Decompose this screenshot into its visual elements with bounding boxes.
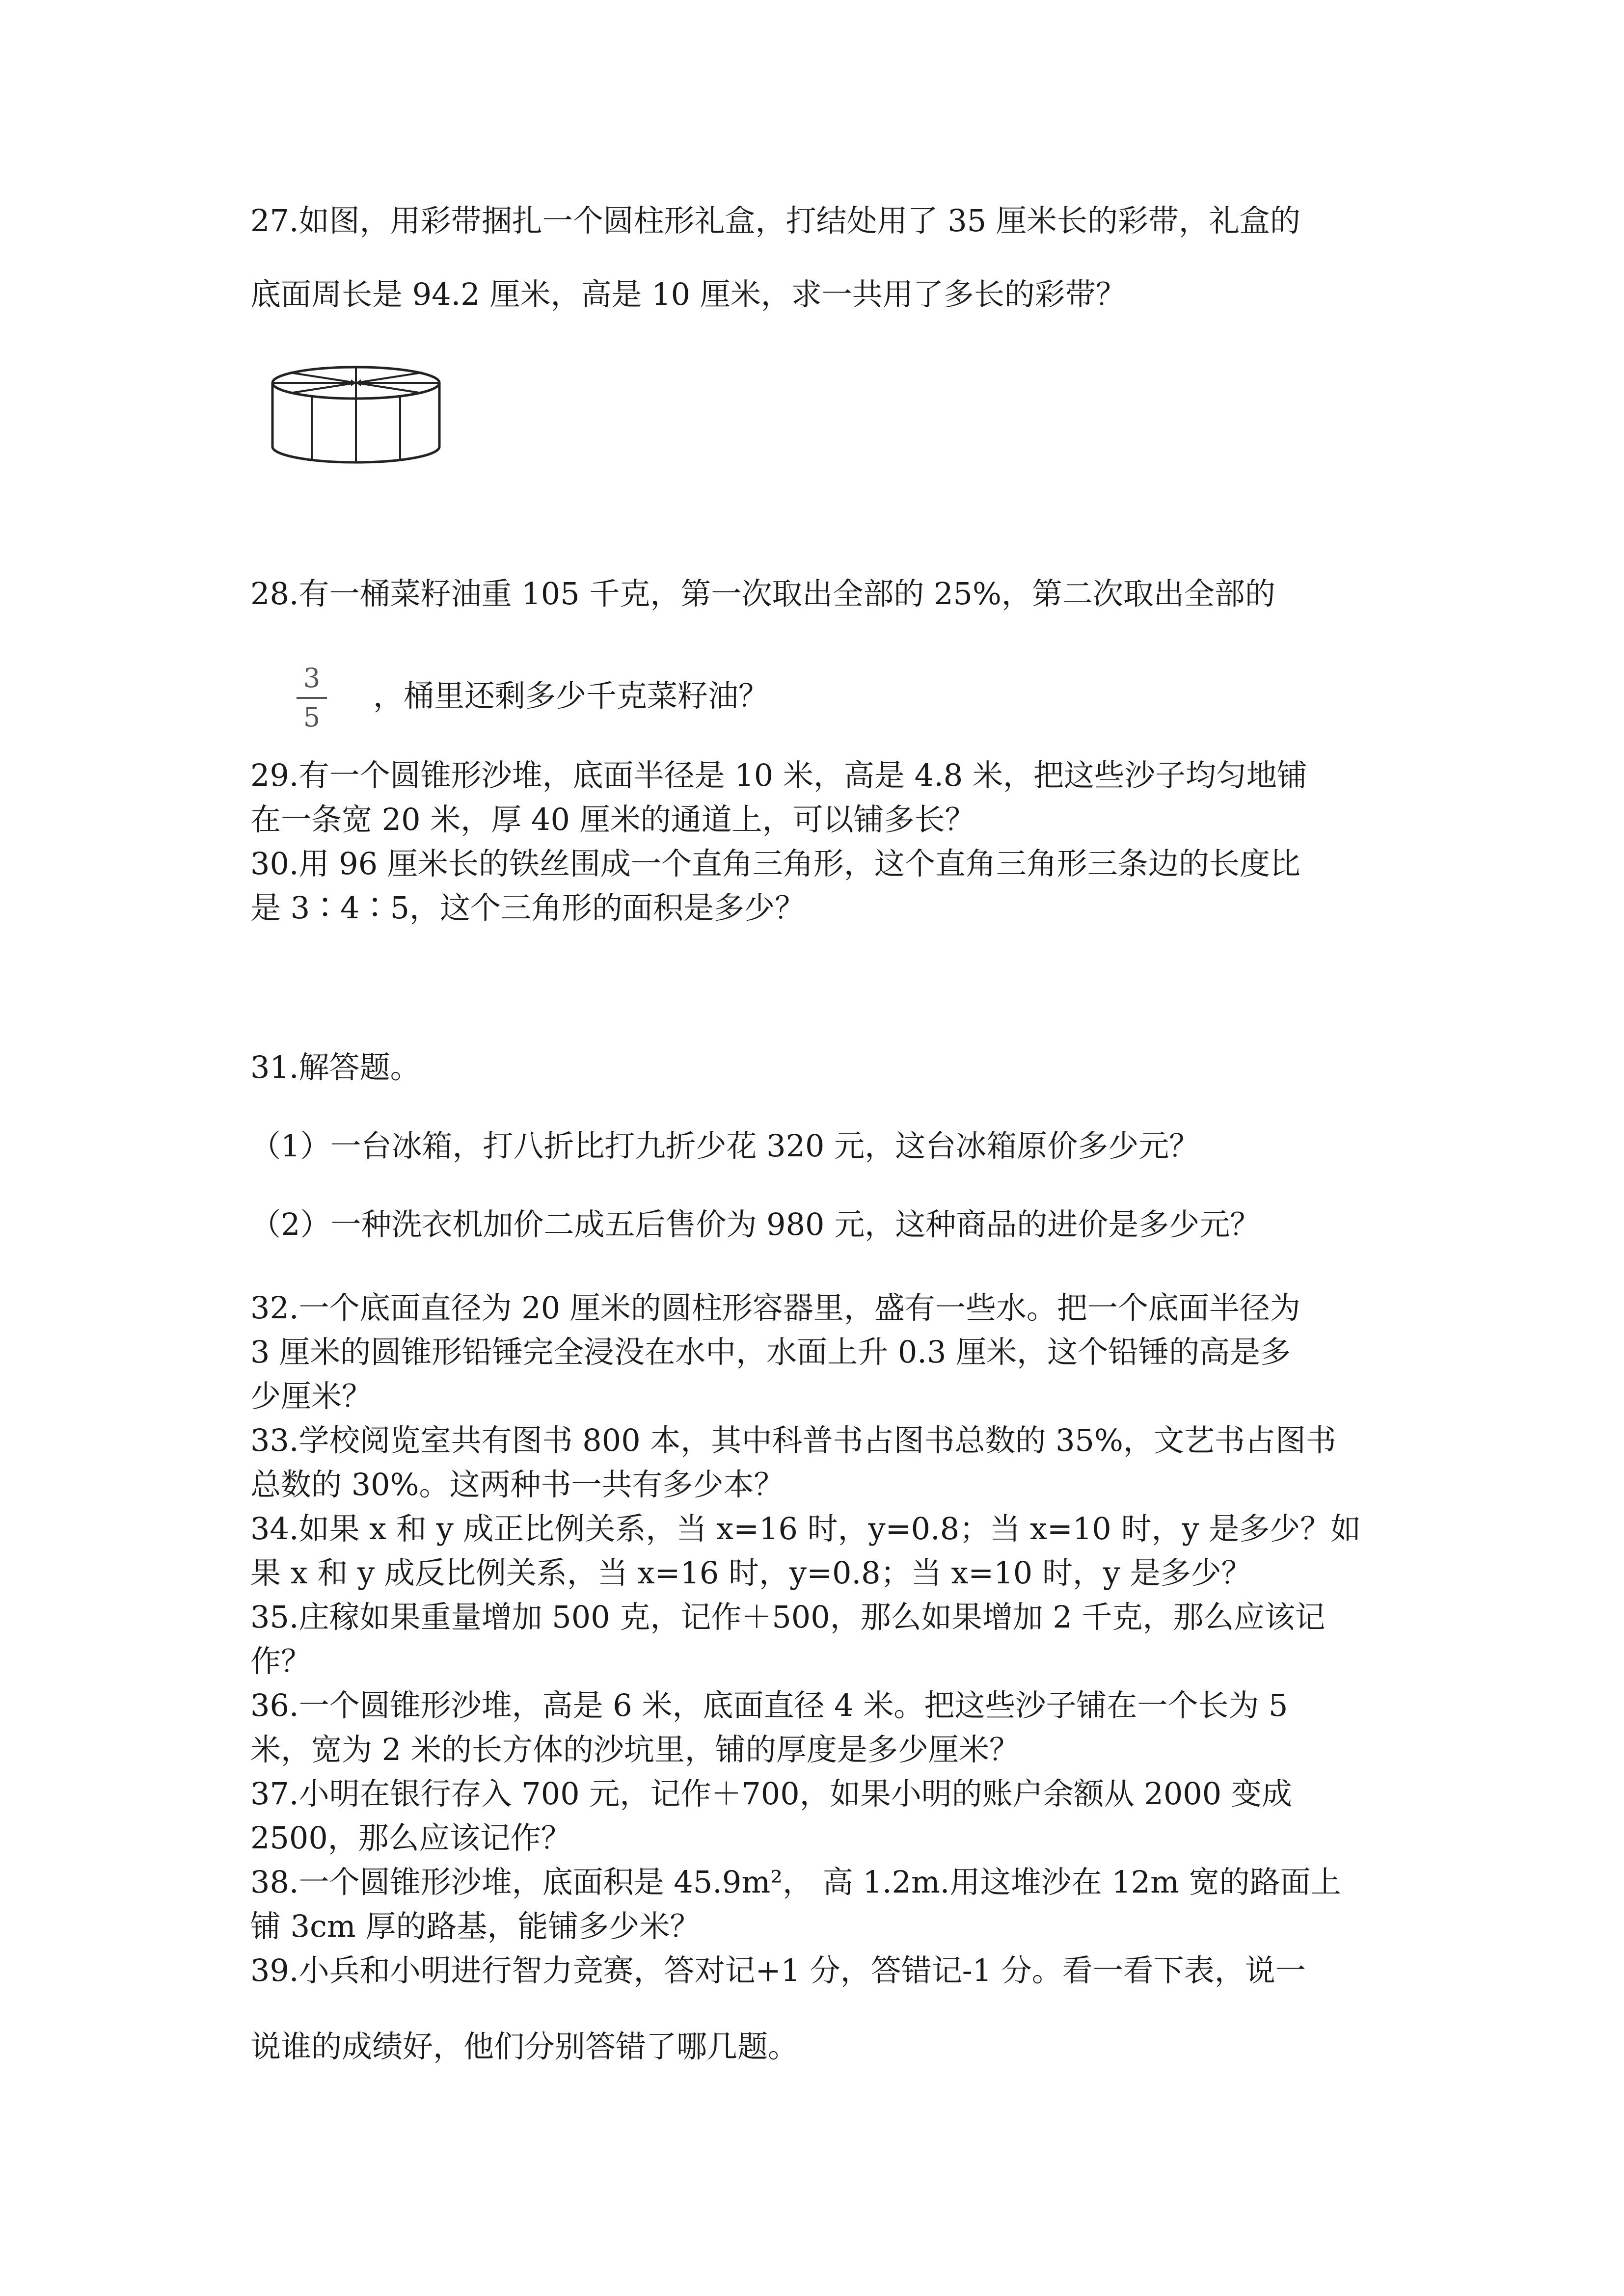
q28-line1: 28.有一桶菜籽油重 105 千克，第一次取出全部的 25%，第二次取出全部的 xyxy=(250,576,1275,612)
q35-line1: 35.庄稼如果重量增加 500 克，记作＋500，那么如果增加 2 千克，那么应该记 xyxy=(250,1599,1326,1635)
fraction-denominator: 5 xyxy=(303,702,321,733)
q36-line1: 36.一个圆锥形沙堆，高是 6 米，底面直径 4 米。把这些沙子铺在一个长为 5 xyxy=(250,1687,1288,1723)
fraction-three-fifths xyxy=(295,663,329,736)
q30-line2: 是 3∶4∶5，这个三角形的面积是多少？ xyxy=(250,890,806,926)
q27-line2: 底面周长是 94.2 厘米，高是 10 厘米，求一共用了多长的彩带？ xyxy=(250,276,1126,312)
q33-line2: 总数的 30%。这两种书一共有多少本？ xyxy=(250,1467,785,1502)
q39-line1: 39.小兵和小明进行智力竞赛，答对记+1 分，答错记-1 分。看一看下表，说一 xyxy=(250,1952,1306,1988)
q30-line1: 30.用 96 厘米长的铁丝围成一个直角三角形，这个直角三角形三条边的长度比 xyxy=(250,846,1300,881)
fraction-numerator: 3 xyxy=(303,663,321,694)
q31-title: 31.解答题。 xyxy=(250,1049,421,1085)
q32-line1: 32.一个底面直径为 20 厘米的圆柱形容器里，盛有一些水。把一个底面半径为 xyxy=(250,1290,1300,1326)
fraction-bar xyxy=(297,697,327,699)
q34-line1: 34.如果 x 和 y 成正比例关系，当 x=16 时，y=0.8；当 x=10 时，y 是多少？如 xyxy=(250,1511,1361,1547)
q36-line2: 米，宽为 2 米的长方体的沙坑里，铺的厚度是多少厘米？ xyxy=(250,1732,1020,1767)
q31-part2: （2）一种洗衣机加价二成五后售价为 980 元，这种商品的进价是多少元？ xyxy=(250,1206,1261,1242)
q34-line2: 果 x 和 y 成反比例关系，当 x=16 时，y=0.8；当 x=10 时，y 是多少？ xyxy=(250,1555,1252,1591)
q35-line2: 作？ xyxy=(250,1643,312,1679)
q29-line2: 在一条宽 20 米，厚 40 厘米的通道上，可以铺多长？ xyxy=(250,801,975,837)
q29-line1: 29.有一个圆锥形沙堆，底面半径是 10 米，高是 4.8 米，把这些沙子均匀地铺 xyxy=(250,757,1307,793)
q31-part1: （1）一台冰箱，打八折比打九折少花 320 元，这台冰箱原价多少元？ xyxy=(250,1128,1200,1164)
q32-line2: 3 厘米的圆锥形铅锤完全浸没在水中，水面上升 0.3 厘米，这个铅锤的高是多 xyxy=(250,1334,1291,1370)
q27-line1: 27.如图，用彩带捆扎一个圆柱形礼盒，打结处用了 35 厘米长的彩带，礼盒的 xyxy=(250,203,1300,239)
q39-line2: 说谁的成绩好，他们分别答错了哪几题。 xyxy=(250,2029,799,2064)
q28-line2: ，桶里还剩多少千克菜籽油？ xyxy=(373,678,769,714)
cylinder-gift-box-figure xyxy=(260,356,452,474)
q38-line1: 38.一个圆锥形沙堆，底面积是 45.9m²， 高 1.2m.用这堆沙在 12m 宽的路面上 xyxy=(250,1864,1341,1900)
q33-line1: 33.学校阅览室共有图书 800 本，其中科普书占图书总数的 35%，文艺书占图书 xyxy=(250,1422,1336,1458)
q38-line2: 铺 3cm 厚的路基，能铺多少米？ xyxy=(250,1908,701,1944)
q37-line1: 37.小明在银行存入 700 元，记作＋700，如果小明的账户余额从 2000 变成 xyxy=(250,1776,1292,1812)
q37-line2: 2500，那么应该记作？ xyxy=(250,1820,571,1856)
q32-line3: 少厘米？ xyxy=(250,1378,373,1414)
